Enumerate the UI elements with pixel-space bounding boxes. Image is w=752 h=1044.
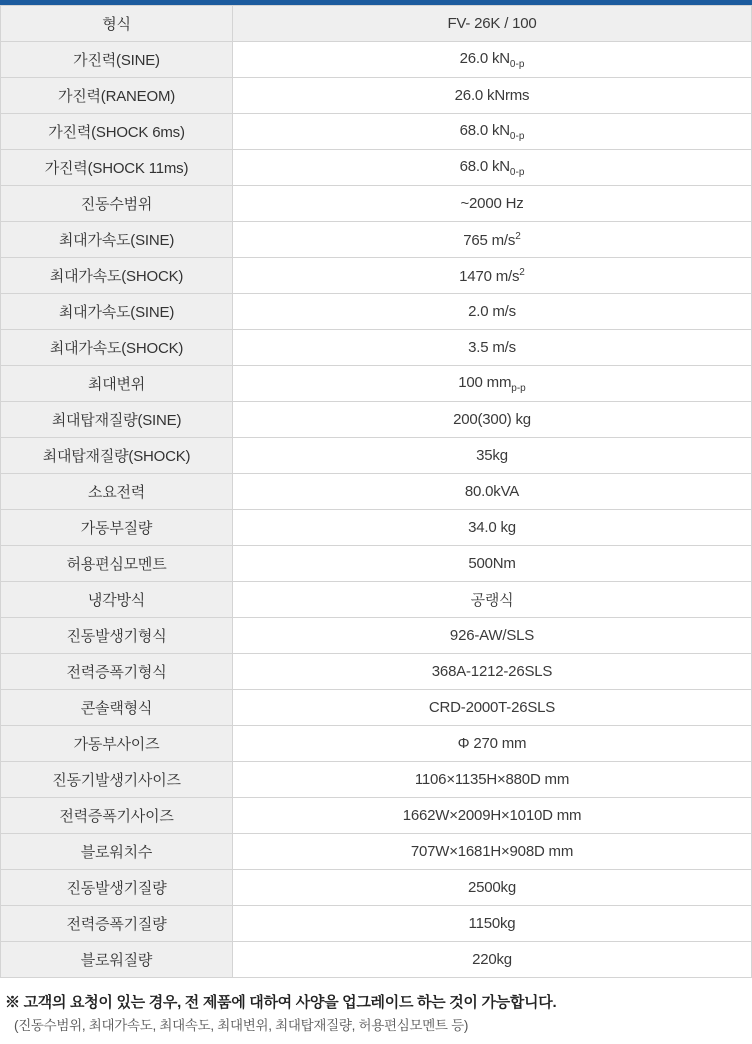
spec-label: 진동발생기질량: [66, 880, 167, 897]
spec-label: 블로워치수: [80, 844, 153, 861]
table-row: [1, 726, 752, 762]
spec-label-cell: [1, 150, 233, 186]
spec-value: 926-AW/SLS: [449, 627, 535, 644]
spec-value-cell: [233, 330, 752, 366]
spec-value-cell: [233, 258, 752, 294]
unit-subscript: 0-p: [509, 58, 525, 70]
spec-label-cell: [1, 546, 233, 582]
spec-label-cell: [1, 186, 233, 222]
spec-label-cell: [1, 294, 233, 330]
table-row: [1, 150, 752, 186]
spec-value: 26.0 kN: [459, 49, 510, 67]
spec-value-cell: [233, 798, 752, 834]
spec-label: 최대탑재질량(SINE): [51, 412, 182, 429]
spec-value: 80.0kVA: [464, 483, 520, 500]
spec-table-body: [1, 6, 752, 978]
table-row: [1, 834, 752, 870]
spec-label: 냉각방식: [87, 592, 146, 609]
spec-value-cell: [233, 438, 752, 474]
unit-subscript: 0-p: [509, 166, 525, 178]
spec-value-cell: [233, 366, 752, 402]
spec-label-cell: [1, 366, 233, 402]
spec-value-cell: [233, 762, 752, 798]
spec-value-cell: [233, 906, 752, 942]
spec-label-cell: [1, 438, 233, 474]
spec-value-cell: [233, 114, 752, 150]
table-row: [1, 870, 752, 906]
spec-value: 26.0 kNrms: [454, 87, 530, 104]
unit-superscript: 2: [519, 266, 525, 278]
spec-value-cell: [233, 510, 752, 546]
spec-label-cell: [1, 42, 233, 78]
spec-label: 가진력(SHOCK 11ms): [44, 160, 189, 177]
spec-label: 가동부질량: [80, 520, 153, 537]
spec-label-cell: [1, 582, 233, 618]
spec-value-cell: [233, 78, 752, 114]
spec-value: 500Nm: [468, 555, 516, 572]
spec-label-cell: [1, 942, 233, 978]
spec-label-cell: [1, 618, 233, 654]
spec-value: 34.0 kg: [468, 519, 516, 536]
unit-superscript: 2: [515, 230, 521, 242]
spec-value-cell: [233, 834, 752, 870]
spec-label: 가진력(SHOCK 6ms): [48, 124, 185, 141]
spec-label-cell: [1, 474, 233, 510]
spec-value-cell: [233, 546, 752, 582]
spec-value-cell: [233, 42, 752, 78]
spec-value: 3.5 m/s: [468, 339, 516, 356]
spec-value: 68.0 kN: [459, 121, 510, 139]
footnote-section: [0, 978, 752, 1036]
spec-table: [0, 5, 752, 978]
table-row: [1, 438, 752, 474]
spec-label-cell: [1, 222, 233, 258]
spec-value-cell: [233, 402, 752, 438]
table-row: [1, 762, 752, 798]
table-row: [1, 42, 752, 78]
spec-value-cell: [233, 582, 752, 618]
spec-value: 368A-1212-26SLS: [431, 663, 553, 680]
spec-label: 전력증폭기형식: [66, 664, 167, 681]
table-row: [1, 798, 752, 834]
spec-label-cell: [1, 402, 233, 438]
spec-value-cell: [233, 690, 752, 726]
spec-value: FV- 26K / 100: [447, 15, 537, 32]
spec-value: 68.0 kN: [459, 157, 510, 175]
table-row: [1, 942, 752, 978]
spec-value: 200(300) kg: [453, 411, 531, 428]
spec-value-cell: [233, 150, 752, 186]
spec-label: 블로워질량: [80, 952, 153, 969]
table-row: [1, 906, 752, 942]
spec-label-cell: [1, 6, 233, 42]
spec-label-cell: [1, 78, 233, 114]
table-row: [1, 78, 752, 114]
spec-label: 최대변위: [87, 376, 146, 393]
spec-value-cell: [233, 474, 752, 510]
table-row: [1, 510, 752, 546]
spec-label: 전력증폭기질량: [66, 916, 167, 933]
spec-label: 진동발생기형식: [66, 628, 167, 645]
spec-value: 765 m/s: [463, 231, 516, 249]
spec-label-cell: [1, 762, 233, 798]
spec-label: 진동수범위: [80, 196, 153, 213]
spec-label-cell: [1, 726, 233, 762]
spec-label-cell: [1, 114, 233, 150]
spec-value-cell: [233, 186, 752, 222]
table-row: [1, 474, 752, 510]
spec-value-cell: [233, 726, 752, 762]
table-row: [1, 546, 752, 582]
spec-label: 최대가속도(SINE): [58, 304, 175, 321]
spec-value: ~2000 Hz: [460, 195, 524, 212]
table-row: [1, 186, 752, 222]
table-row: [1, 582, 752, 618]
table-row: [1, 330, 752, 366]
spec-label-cell: [1, 906, 233, 942]
table-row: [1, 222, 752, 258]
spec-label: 진동기발생기사이즈: [52, 772, 181, 789]
spec-value: 1662W×2009H×1010D mm: [402, 807, 582, 824]
spec-label: 최대가속도(SHOCK): [49, 268, 184, 285]
spec-value: 220kg: [472, 951, 512, 968]
spec-label-cell: [1, 654, 233, 690]
spec-value-cell: [233, 222, 752, 258]
spec-label: 가진력(RANEOM): [57, 88, 176, 105]
spec-value: 1150kg: [468, 915, 516, 932]
spec-label: 최대가속도(SHOCK): [49, 340, 184, 357]
spec-value-cell: [233, 870, 752, 906]
spec-value-cell: [233, 618, 752, 654]
table-row: [1, 258, 752, 294]
table-row: [1, 618, 752, 654]
spec-label: 소요전력: [87, 484, 146, 501]
spec-label: 전력증폭기사이즈: [59, 808, 174, 825]
spec-value: 100 mm: [458, 373, 512, 391]
spec-value: CRD-2000T-26SLS: [428, 699, 556, 716]
unit-subscript: 0-p: [509, 130, 525, 142]
spec-value-cell: [233, 942, 752, 978]
spec-value: 공랭식: [470, 592, 514, 609]
spec-value-cell: [233, 654, 752, 690]
table-row: [1, 366, 752, 402]
footnote-main: ※ 고객의 요청이 있는 경우, 전 제품에 대하여 사양을 업그레이드 하는 것이 가능합니다.: [5, 994, 557, 1011]
spec-label: 형식: [102, 16, 131, 33]
table-row: [1, 6, 752, 42]
spec-value: 707W×1681H×908D mm: [410, 843, 574, 860]
spec-label: 허용편심모멘트: [66, 556, 167, 573]
table-row: [1, 654, 752, 690]
spec-label-cell: [1, 330, 233, 366]
footnote-detail: (진동수범위, 최대가속도, 최대속도, 최대변위, 최대탑재질량, 허용편심모멘트 등): [14, 1017, 469, 1033]
spec-value-cell: [233, 6, 752, 42]
table-row: [1, 402, 752, 438]
spec-value: 1470 m/s: [459, 267, 520, 285]
table-row: [1, 294, 752, 330]
spec-label: 가동부사이즈: [73, 736, 160, 753]
spec-label-cell: [1, 510, 233, 546]
table-row: [1, 690, 752, 726]
spec-value: 35kg: [476, 447, 508, 464]
spec-label-cell: [1, 258, 233, 294]
spec-label: 가진력(SINE): [73, 52, 160, 69]
spec-value-cell: [233, 294, 752, 330]
spec-label-cell: [1, 798, 233, 834]
spec-value: 2.0 m/s: [468, 303, 516, 320]
spec-label-cell: [1, 834, 233, 870]
spec-label: 최대가속도(SINE): [58, 232, 175, 249]
spec-label-cell: [1, 690, 233, 726]
spec-value: Φ 270 mm: [457, 735, 527, 752]
spec-label: 콘솔랙형식: [80, 700, 153, 717]
spec-label: 최대탑재질량(SHOCK): [42, 448, 191, 465]
spec-value: 2500kg: [467, 879, 516, 896]
spec-label-cell: [1, 870, 233, 906]
unit-subscript: p-p: [511, 382, 526, 394]
spec-value: 1106×1135H×880D mm: [414, 771, 570, 788]
table-row: [1, 114, 752, 150]
